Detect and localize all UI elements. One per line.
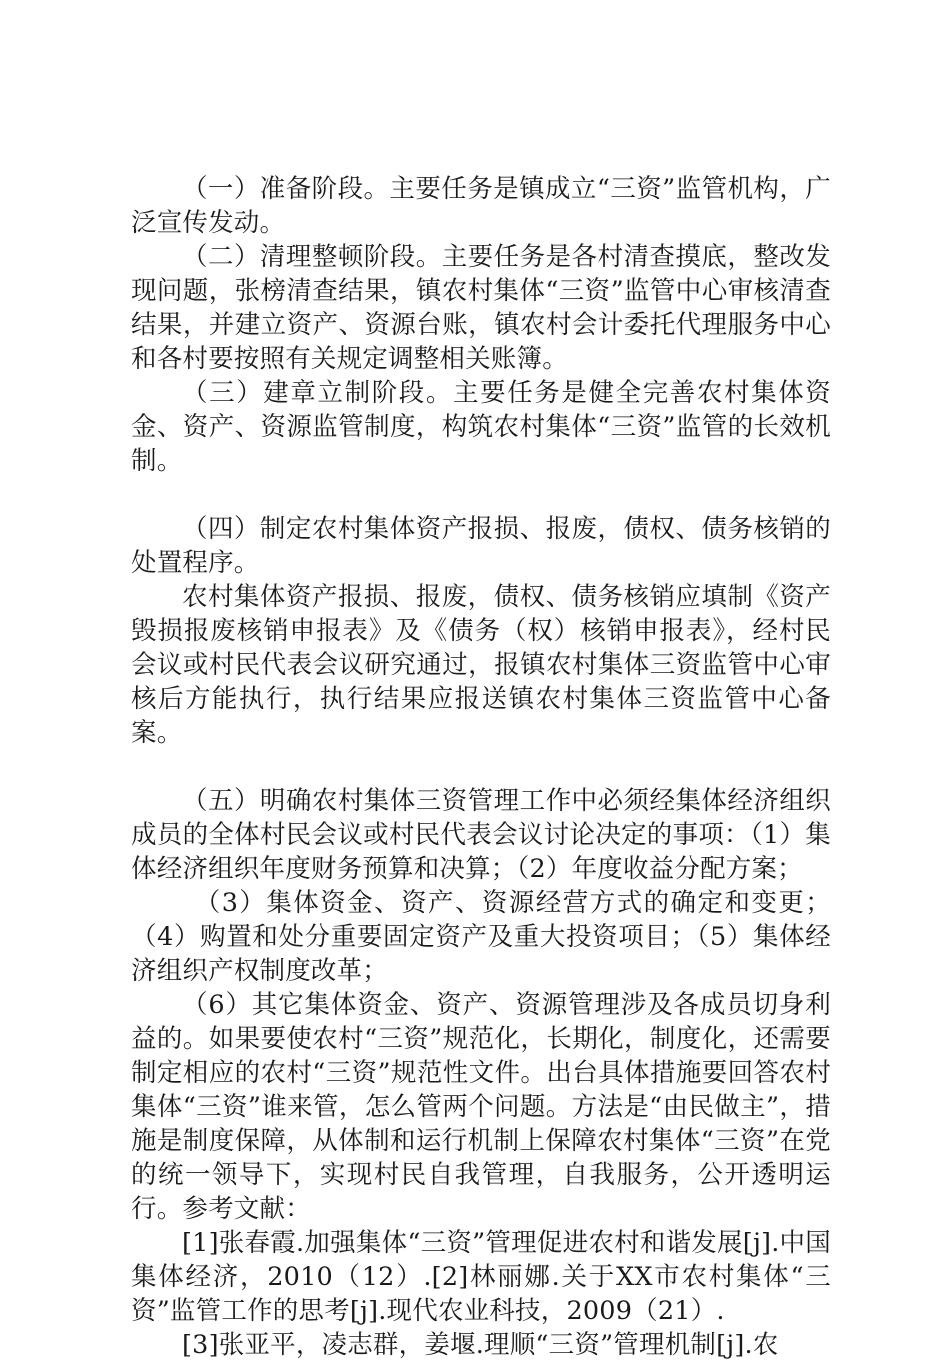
paragraph-matters-conclusion: （6）其它集体资金、资产、资源管理涉及各成员切身利益的。如果要使农村“三资”规范化，长期化，制度化，还需要制定相应的农村“三资”规范性文件。出台具体措施要回答农村集体“三资”谁来管，怎么管两个问题。方法是“由民做主”，措施是制度保障，从体制和运行机制上保障农村集体“三资”在党的统一领导下，实现村民自我管理，自我服务，公开透明运行。参考文献： [131, 990, 831, 1224]
paragraph-matters-list-cont: （3）集体资金、资产、资源经营方式的确定和变更；（4）购置和处分重要固定资产及重大投资项目；（5）集体经济组织产权制度改革； [131, 888, 831, 986]
paragraph-cleanup-stage: （二）清理整顿阶段。主要任务是各村清查摸底，整改发现问题，张榜清查结果，镇农村集体“三资”监管中心审核清查结果，并建立资产、资源台账，镇农村会计委托代理服务中心和各村要按照有关规定调整相关账簿。 [131, 242, 831, 374]
document-body [131, 172, 831, 1362]
paragraph-rules-stage: （三）建章立制阶段。主要任务是健全完善农村集体资金、资产、资源监管制度，构筑农村集体“三资”监管的长效机制。 [131, 378, 831, 476]
paragraph-prep-stage: （一）准备阶段。主要任务是镇成立“三资”监管机构，广泛宣传发动。 [131, 174, 831, 238]
paragraph-disposal-procedure: （四）制定农村集体资产报损、报废，债权、债务核销的处置程序。 [131, 514, 831, 578]
reference-item: [3]张亚平，凌志群，姜堰.理顺“三资”管理机制[j].农 [182, 1330, 779, 1360]
paragraph-matters-list: （五）明确农村集体三资管理工作中必须经集体经济组织成员的全体村民会议或村民代表会议讨论决定的事项：（1）集体经济组织年度财务预算和决算；（2）年度收益分配方案； [131, 786, 831, 884]
reference-item: [1]张春霞.加强集体“三资”管理促进农村和谐发展[j].中国集体经济，2010（12）.[2]林丽娜.关于XX市农村集体“三资”监管工作的思考[j].现代农业科技，2009（21）. [131, 1228, 831, 1326]
paragraph-disposal-details: 农村集体资产报损、报废，债权、债务核销应填制《资产毁损报废核销申报表》及《债务（权）核销申报表》，经村民会议或村民代表会议研究通过，报镇农村集体三资监管中心审核后方能执行，执行结果应报送镇农村集体三资监管中心备案。 [131, 582, 831, 748]
